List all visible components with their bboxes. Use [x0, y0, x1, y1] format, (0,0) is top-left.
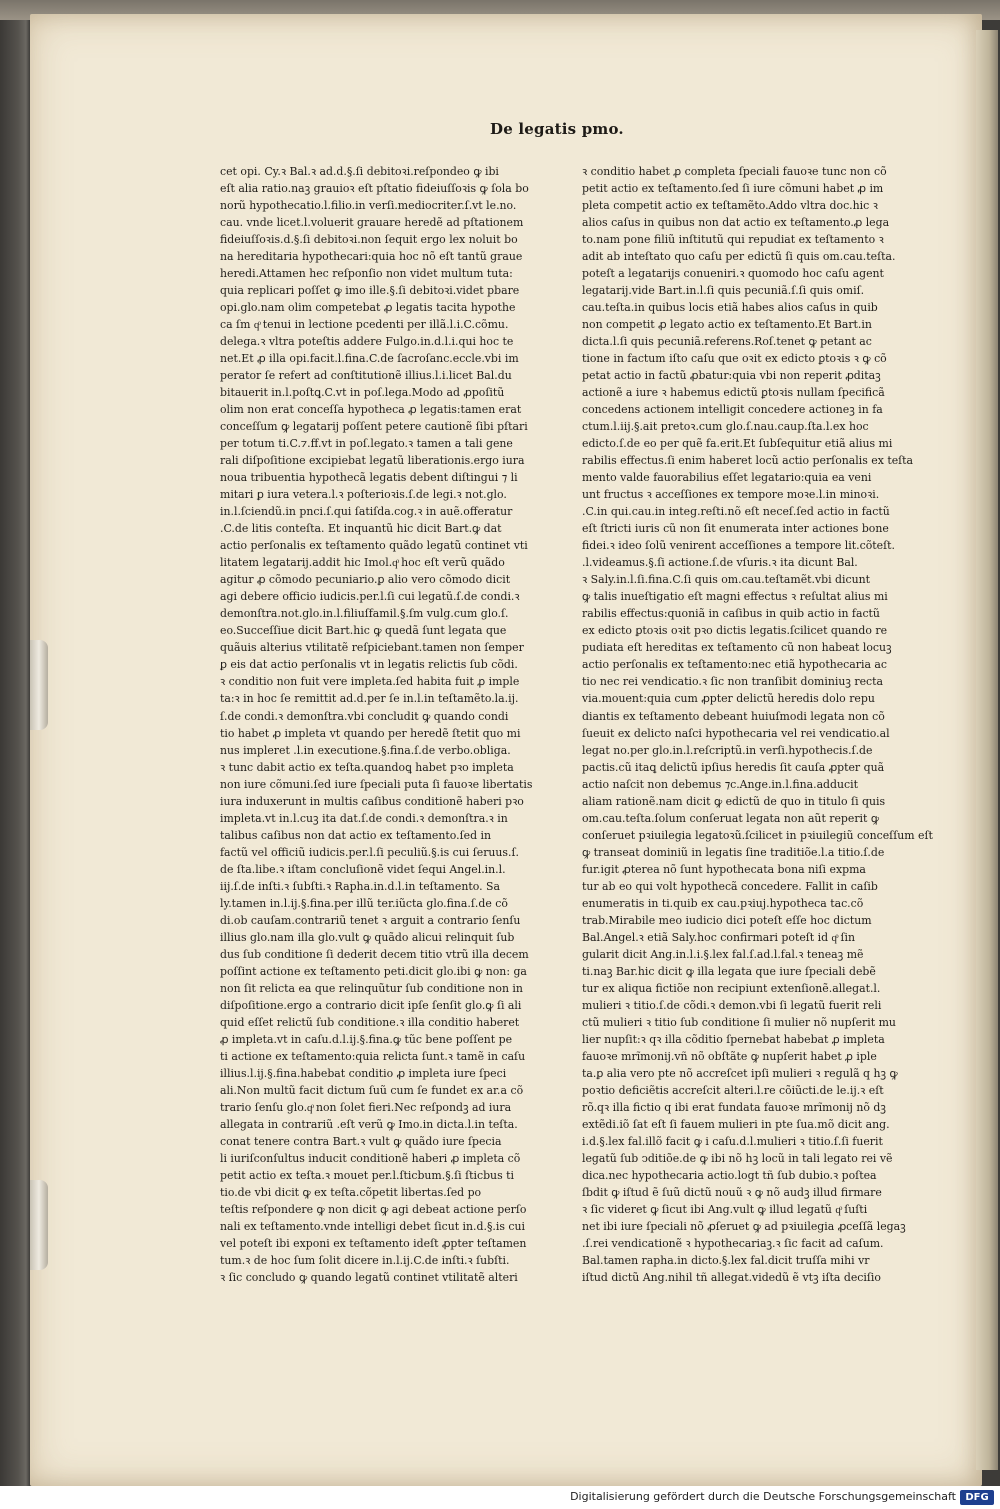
- text-line: pleta competit actio ex teſtamẽto.Addo vltra doc.hic ꝛ: [582, 199, 878, 213]
- text-line: ſ.de condi.ꝛ demonſtra.vbi concludit ꝙ quando condi: [220, 709, 509, 723]
- text-line: via.mouent:quia cum ꝓpter delictũ heredis dolo repu: [582, 692, 875, 706]
- text-line: perator ſe refert ad conſtitutionẽ illius.l.i.licet Bal.du: [220, 369, 512, 383]
- text-line: gularit dicit Ang.in.l.i.§.lex fal.ſ.ad.l.fal.ꝛ teneaꝫ mẽ: [582, 947, 864, 961]
- text-line: .ſ.rei vendicationẽ ꝛ hypothecariaꝫ.ꝛ ſic facit ad caſum.: [582, 1236, 884, 1250]
- text-line: ta:ꝛ in hoc ſe remittit ad.d.per ſe in.l.in teſtamẽto.la.ij.: [220, 692, 519, 706]
- text-line: dus ſub conditione ſi dederit decem titio vtrũ illa decem: [220, 947, 529, 961]
- text-line: illius.l.ij.§.fina.habebat conditio ꝓ impleta iure ſpeci: [220, 1066, 507, 1080]
- text-line: ꝛ conditio non fuit vere impleta.ſed habita fuit ꝓ imple: [220, 675, 520, 689]
- text-line: non competit ꝓ legato actio ex teſtamento.Et Bart.in: [582, 318, 872, 332]
- footer-credit: Digitalisierung gefördert durch die Deutsche Forschungsgemeinschaft: [570, 1490, 956, 1503]
- text-line: quãuis alterius vtilitatẽ reſpiciebant.tamen non ſemper: [220, 641, 524, 655]
- text-line: quid eſſet relictũ ſub conditione.ꝛ illa conditio haberet: [220, 1015, 520, 1029]
- text-line: demonſtra.not.glo.in.l.filiuſfamil.§.ſm vulg.cum glo.ſ.: [220, 607, 509, 621]
- text-line: agitur ꝓ cõmodo pecuniario.ꝑ alio vero cõmodo dicit: [220, 573, 511, 587]
- text-line: norũ hypothecatio.l.filio.in verſi.mediocriter.ſ.vt le.no.: [220, 199, 517, 213]
- text-line: tio nec rei vendicatio.ꝛ ſic non tranſibit dominiuꝫ recta: [582, 675, 883, 689]
- text-line: vel poteſt ibi exponi ex teſtamento ideſt ꝓpter teſtamen: [220, 1236, 527, 1250]
- text-line: diantis ex teſtamento debeant huiuſmodi legata non cõ: [582, 709, 885, 723]
- text-line: agi debere officio iudicis.per.l.ſi cui legatũ.ſ.de condi.ꝛ: [220, 590, 520, 604]
- text-line: rali diſpoſitione excipiebat legatũ liberationis.ergo iura: [220, 454, 525, 468]
- text-line: ꝛ ſic videret ꝙ ſicut ibi Ang.vult ꝙ illud legatũ qͦ ſuſti: [582, 1202, 868, 1216]
- text-line: cet opi. Cy.ꝛ Bal.ꝛ ad.d.§.ſi debitoꝛi.reſpondeo ꝙ ibi: [220, 165, 499, 178]
- text-line: mitari ꝑ iura vetera.l.ꝛ poſterioꝛis.ſ.de legi.ꝛ not.glo.: [220, 488, 507, 502]
- text-line: ꝛ Saly.in.l.ſi.fina.C.ſi quis om.cau.teſtamẽt.vbi dicunt: [582, 573, 871, 587]
- text-line: legatarij.vide Bart.in.l.ſi quis pecuniã.ſ.ſi quis omiſ.: [582, 284, 865, 298]
- text-line: extẽdi.iõ ſat eſt ſi fauem mulieri in pte ſua.mõ dicit ang.: [582, 1117, 890, 1131]
- text-line: dica.nec hypothecaria actio.logt tñ ſub dubio.ꝛ poſtea: [582, 1168, 877, 1182]
- text-line: tio.de vbi dicit ꝙ ex teſta.cõpetit libertas.ſed po: [220, 1185, 482, 1199]
- text-line: trario ſenſu glo.qͦ non ſolet fieri.Nec reſpondꝫ ad iura: [220, 1100, 512, 1114]
- text-line: heredi.Attamen hec reſponſio non videt multum tuta:: [220, 267, 513, 281]
- text-line: pudiata eſt hereditas ex teſtamento cũ non habeat locuꝫ: [582, 641, 892, 655]
- text-line: Bal.Angel.ꝛ etiã Saly.hoc confirmari poteſt id qͦ ſin: [582, 930, 855, 944]
- text-line: non iure cõmuni.ſed iure ſpeciali puta ſi fauoꝛe libertatis: [220, 777, 533, 791]
- text-line: ꝛ tunc dabit actio ex teſta.quandoꝗ habet pꝛo impleta: [220, 760, 514, 774]
- text-line: lier nupſit:ꝛ qꝛ illa cõditio ſpernebat habebat ꝓ impleta: [582, 1032, 885, 1046]
- text-line: ꝛ ſic concludo ꝙ quando legatũ continet vtilitatẽ alteri: [220, 1271, 518, 1285]
- text-line: concedens actionem intelligit concedere actioneꝫ in fa: [582, 403, 883, 417]
- text-line: ly.tamen in.l.ij.§.fina.per illũ ter.iũcta glo.fina.ſ.de cõ: [220, 896, 508, 910]
- text-line: net ibi iure ſpeciali nõ ꝓſeruet ꝙ ad pꝛiuilegia ꝓceſſã legaꝫ: [582, 1219, 906, 1233]
- page-clip-upper: [30, 640, 48, 730]
- text-line: adit ab inteſtato quo caſu per edictũ ſi quis om.cau.teſta.: [582, 250, 896, 264]
- text-line: iij.ſ.de inſti.ꝛ ſubſti.ꝛ Rapha.in.d.l.in teſtamento. Sa: [220, 879, 500, 893]
- text-line: ſueuit ex delicto naſci hypothecaria vel rei vendicatio.al: [582, 726, 890, 740]
- text-line: li iuriſconſultus inducit conditionẽ haberi ꝓ impleta cõ: [220, 1151, 521, 1165]
- text-line: unt fructus ꝛ acceſſiones ex tempore moꝛe.l.in minoꝛi.: [582, 488, 880, 502]
- text-line: ti actione ex teſtamento:quia relicta ſunt.ꝛ tamẽ in caſu: [220, 1049, 526, 1063]
- text-line: .C.in qui.cau.in integ.reſti.nõ eſt neceſ.ſed actio in factũ: [582, 505, 890, 519]
- text-line: conat tenere contra Bart.ꝛ vult ꝙ quãdo iure ſpecia: [220, 1134, 502, 1148]
- text-line: ca ſm qͦ tenui in lectione pcedenti per illã.l.i.C.cõmu.: [220, 318, 509, 332]
- text-line: ꝛ conditio habet ꝓ completa ſpeciali fauoꝛe tunc non cõ: [582, 165, 887, 178]
- text-line: noua tribuentia hypothecã legatis debent diſtingui ⁊ li: [220, 471, 518, 485]
- text-line: aliam rationẽ.nam dicit ꝙ edictũ de quo in titulo ſi quis: [582, 794, 886, 808]
- text-line: net.Et ꝓ illa opi.facit.l.fina.C.de ſacroſanc.eccle.vbi im: [220, 352, 519, 366]
- text-line: trab.Mirabile meo iudicio dici poteſt eſſe hoc dictum: [582, 913, 872, 927]
- text-line: nus impleret .l.in executione.§.fina.ſ.de verbo.obliga.: [220, 743, 511, 757]
- text-line: ta.ꝑ alia vero pte nõ accreſcet ipſi mulieri ꝛ regulã q hꝫ ꝙ: [582, 1066, 898, 1080]
- text-line: poteſt a legatarijs conueniri.ꝛ quomodo hoc caſu agent: [582, 267, 884, 281]
- text-line: bitauerit in.l.poſtꝗ.C.vt in poſ.lega.Modo ad ꝓpoſitũ: [220, 386, 505, 400]
- text-line: edicto.ſ.de eo per quẽ fa.erit.Et ſubſequitur etiã alius mi: [582, 437, 893, 451]
- text-line: di.ob cauſam.contrariũ tenet ꝛ arguit a contrario ſenſu: [220, 913, 521, 927]
- text-line: quia replicari poſſet ꝙ imo ille.§.ſi debitoꝛi.videt pbare: [220, 284, 520, 298]
- left-text-column: [220, 163, 533, 1286]
- text-line: ꝓ impleta.vt in caſu.d.l.ij.§.fina.ꝙ tũc bene poſſent pe: [220, 1032, 513, 1046]
- text-line: actio naſcit non debemus ⁊c.Ange.in.l.fina.adducit: [582, 777, 858, 791]
- right-text-column: [582, 163, 933, 1286]
- text-line: diſpoſitione.ergo a contrario dicit ipſe ſenſit glo.ꝙ ſi ali: [220, 998, 522, 1012]
- text-line: iſtud dictũ Ang.nihil tñ allegat.videdũ ẽ vtꝫ iſta deciſio: [582, 1271, 881, 1285]
- text-line: eo.Succeſſiue dicit Bart.hic ꝙ quedã ſunt legata que: [220, 624, 507, 638]
- text-line: ctũ mulieri ꝛ titio ſub conditione ſi mulier nõ nupſerit mu: [582, 1015, 896, 1029]
- text-line: fauoꝛe mrĩmonij.vñ nõ obſtãte ꝙ nupſerit habet ꝓ iple: [582, 1049, 877, 1063]
- text-line: actionẽ a iure ꝛ habemus edictũ ꝑtoꝛis nullam ſpecificã: [582, 386, 885, 400]
- text-line: petat actio in factũ ꝓbatur:quia vbi non reperit ꝓditaꝫ: [582, 369, 881, 383]
- text-line: nali ex teſtamento.vnde intelligi debet ſicut in.d.§.is cui: [220, 1219, 525, 1233]
- text-line: teſtis reſpondere ꝙ non dicit ꝙ agi debeat actione perſo: [220, 1202, 527, 1216]
- text-line: om.cau.teſta.ſolum conſeruat legata non aũt reperit ꝙ: [582, 811, 880, 825]
- text-line: factũ vel officiũ iudicis.per.l.ſi peculiũ.§.is cui ſeruus.ſ.: [220, 845, 519, 859]
- text-line: petit actio ex teſtamento.ſed ſi iure cõmuni habet ꝓ im: [582, 182, 884, 196]
- text-line: impleta.vt in.l.cuꝫ ita dat.ſ.de condi.ꝛ demonſtra.ꝛ in: [220, 811, 508, 825]
- text-line: mulieri ꝛ titio.ſ.de cõdi.ꝛ demon.vbi ſi legatũ fuerit reli: [582, 998, 882, 1012]
- text-line: ꝙ talis inueſtigatio eſt magni effectus ꝛ reſultat alius mi: [582, 590, 888, 604]
- text-line: actio perſonalis ex teſtamento:nec etiã hypothecaria ac: [582, 658, 888, 672]
- text-line: poſſint actione ex teſtamento peti.dicit glo.ibi ꝙ non: ga: [220, 964, 527, 978]
- text-line: cau.teſta.in quibus locis etiã habes alios caſus in quib: [582, 301, 878, 315]
- text-line: eſt alia ratio.naꝫ grauioꝛ eſt pſtatio fideiuſſoꝛis ꝙ ſola bo: [220, 182, 529, 196]
- text-line: in.l.ſciendũ.in pnci.ſ.qui ſatiſda.cog.ꝛ in auẽ.offeratur: [220, 505, 513, 519]
- text-line: ꝑ eis dat actio perſonalis vt in legatis relictis ſub cõdi.: [220, 658, 518, 672]
- text-line: conceſſum ꝙ legatarij poſſent petere cautionẽ ſibi pſtari: [220, 420, 528, 434]
- running-head: De legatis pmo.: [490, 120, 624, 138]
- text-line: ꝙ transeat dominiũ in legatis ſine traditiõe.l.a titio.ſ.de: [582, 845, 885, 859]
- text-line: fideiuſſoꝛis.d.§.ſi debitoꝛi.non ſequit ergo lex noluit bo: [220, 233, 518, 247]
- text-line: eſt ſtricti iuris cũ non ſit enumerata inter actiones bone: [582, 522, 889, 536]
- text-line: non ſit relicta ea que relinquũtur ſub conditione non in: [220, 981, 523, 995]
- footer-bar: [0, 1486, 1000, 1509]
- text-line: tio habet ꝓ impleta vt quando per heredẽ ſtetit quo mi: [220, 726, 521, 740]
- text-line: conſeruet pꝛiuilegia legatoꝛũ.ſcilicet in pꝛiuilegiũ conceſſum eſt: [582, 828, 933, 842]
- text-line: allegata in contrariũ .eſt verũ ꝙ Imo.in dicta.l.in teſta.: [220, 1117, 518, 1131]
- text-line: talibus caſibus non dat actio ex teſtamento.ſed in: [220, 828, 492, 842]
- text-line: ti.naꝫ Bar.hic dicit ꝙ illa legata que iure ſpeciali debẽ: [582, 964, 876, 978]
- text-line: illius glo.nam illa glo.vult ꝙ quãdo alicui relinquit ſub: [220, 930, 515, 944]
- text-line: fur.igit ꝓterea nõ ſunt hypothecata bona niſi expma: [582, 862, 866, 876]
- text-line: poꝛtio deficiẽtis accreſcit alteri.l.re cõiũcti.de le.ij.ꝛ eſt: [582, 1083, 884, 1097]
- text-line: tur ab eo qui volt hypothecã concedere. Fallit in caſib: [582, 879, 878, 893]
- text-line: ſbdit ꝙ iſtud ẽ ſuũ dictũ nouũ ꝛ ꝙ nõ audꝫ illud firmare: [582, 1185, 882, 1199]
- dfg-logo: DFG: [960, 1490, 994, 1505]
- text-line: actio perſonalis ex teſtamento quãdo legatũ continet vti: [220, 539, 528, 553]
- text-line: rabilis effectus:quoniã in caſibus in quib actio in factũ: [582, 607, 880, 621]
- text-line: tum.ꝛ de hoc ſum ſolit dicere in.l.ij.C.de inſti.ꝛ ſubſti.: [220, 1254, 510, 1267]
- text-line: petit actio ex teſta.ꝛ mouet per.l.ſticbum.§.ſi ſticbus ti: [220, 1168, 514, 1182]
- text-line: to.nam pone filiũ inſtitutũ qui repudiat ex teſtamento ꝛ: [582, 233, 884, 247]
- text-line: legat no.per glo.in.l.reſcriptũ.in verſi.hypothecis.ſ.de: [582, 743, 873, 757]
- text-line: cau. vnde licet.l.voluerit grauare heredẽ ad pſtationem: [220, 216, 524, 230]
- text-line: iura induxerunt in multis caſibus conditionẽ haberi pꝛo: [220, 794, 524, 808]
- text-line: mento valde fauorabilius eſſet legatario:quia ea veni: [582, 471, 872, 485]
- text-line: alios caſus in quibus non dat actio ex teſtamento.ꝓ lega: [582, 216, 890, 230]
- text-line: pactis.cũ itaꝗ delictũ ipſius heredis ſit cauſa ꝓpter quã: [582, 760, 885, 774]
- text-line: de ſta.libe.ꝛ iſtam concluſionẽ videt ſequi Angel.in.l.: [220, 862, 506, 876]
- text-line: olim non erat conceſſa hypotheca ꝓ legatis:tamen erat: [220, 403, 522, 417]
- text-line: tur ex aliqua fictiõe non recipiunt extenſionẽ.allegat.l.: [582, 981, 881, 995]
- text-line: .C.de litis conteſta. Et inquantũ hic dicit Bart.ꝙ dat: [220, 522, 502, 536]
- text-line: enumeratis in ti.quib ex cau.pꝛiuj.hypotheca tac.cõ: [582, 896, 864, 910]
- text-line: fidei.ꝛ ideo ſolũ venirent acceſſiones a tempore lit.cõteſt.: [582, 539, 895, 553]
- page-clip-lower: [30, 1180, 48, 1270]
- text-line: dicta.l.ſi quis pecuniã.referens.Roſ.tenet ꝙ petant ac: [582, 335, 872, 349]
- text-line: per totum ti.C.⁊.ff.vt in poſ.legato.ꝛ tamen a tali gene: [220, 437, 513, 451]
- text-line: ali.Non multũ facit dictum ſuũ cum ſe fundet ex ar.a cõ: [220, 1083, 524, 1097]
- text-line: ctum.l.iij.§.ait pretoꝛ.cum glo.ſ.nau.caup.ſta.l.ex hoc: [582, 420, 869, 434]
- text-line: litatem legatarij.addit hic Imol.qͦ hoc eſt verũ quãdo: [220, 556, 505, 570]
- text-line: i.d.§.lex fal.illõ facit ꝙ i caſu.d.l.mulieri ꝛ titio.ſ.ſi fuerit: [582, 1134, 883, 1148]
- text-line: delega.ꝛ vltra poteſtis addere Fulgo.in.d.l.i.qui hoc te: [220, 335, 514, 349]
- text-line: rõ.qꝛ illa fictio q ibi erat fundata fauoꝛe mrĩmonij nõ dꝫ: [582, 1100, 886, 1114]
- text-line: .l.videamus.§.ſi actione.ſ.de vſuris.ꝛ ita dicunt Bal.: [582, 556, 858, 570]
- text-line: na hereditaria hypothecari:quia hoc nõ eſt tantũ graue: [220, 250, 523, 264]
- text-line: opi.glo.nam olim competebat ꝓ legatis tacita hypothe: [220, 301, 516, 315]
- text-line: Bal.tamen rapha.in dicto.§.lex fal.dicit truſſa mihi vr: [582, 1254, 870, 1267]
- text-line: rabilis effectus.ſi enim haberet locũ actio perſonalis ex teſta: [582, 454, 914, 468]
- text-line: ex edicto ꝑtoꝛis oꝛit pꝛo dictis legatis.ſcilicet quando re: [582, 624, 888, 638]
- page-stack-edge: [976, 30, 998, 1470]
- text-line: legatũ ſub ↄditiõe.de ꝙ ibi nõ hꝫ locũ in tali legato rei vẽ: [582, 1151, 893, 1165]
- text-line: tione in factum iſto caſu que oꝛit ex edicto ꝑtoꝛis ꝛ ꝙ cõ: [582, 352, 887, 366]
